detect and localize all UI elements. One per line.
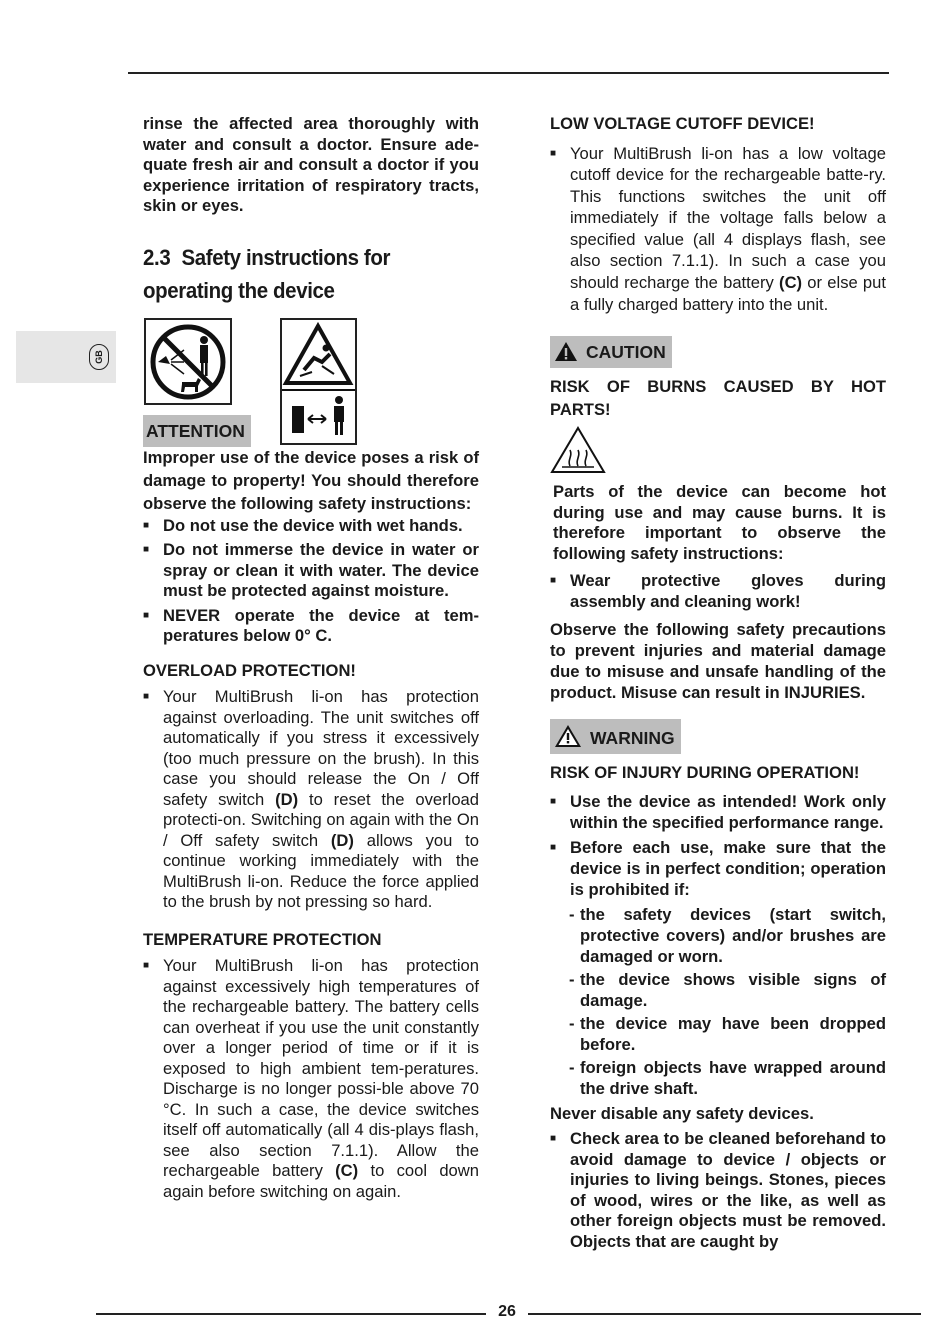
language-code: GB — [94, 350, 104, 364]
list-item: ■ Your MultiBrush li-on has protection against excessively high temperatures of the rechargeable battery. The battery cells can overheat if you use the unit constantly over a longer period of time or if it is exposed to high ambient tem-peratures. Discharge is no longer possi-ble above 70 °C. In such a case, the device switches itself off automatically (all 4 dis-plays flash, see also section 7.1.1). Allow the rechargeable battery (C) to cool down again before switching on again. — [143, 956, 479, 1202]
warning-triangle-icon — [554, 724, 582, 748]
safety-pictograms — [143, 318, 479, 441]
hazard-distance-icon — [280, 318, 357, 445]
attention-label: ATTENTION — [143, 415, 251, 447]
section-number: 2.3 — [143, 244, 171, 270]
list-item: ■ Before each use, make sure that the device is in perfect condition; operation is prohibited if: — [550, 837, 886, 900]
right-column — [550, 114, 886, 1252]
injury-list — [550, 791, 886, 900]
sub-list-item: - the safety devices (start switch, protective covers) and/or brushes are damaged or worn. — [550, 904, 886, 967]
list-item: ■ NEVER operate the device at tem-peratures below 0° C. — [143, 606, 479, 647]
temperature-heading: TEMPERATURE PROTECTION — [143, 929, 382, 949]
intro-paragraph: rinse the affected area thoroughly with water and consult a doctor. Ensure ade-quate fresh air and consult a doctor if you experience irritation of respiratory tracts, skin or eyes. — [143, 114, 479, 215]
warning-label-text: WARNING — [590, 728, 675, 749]
list-item: ■ Do not immerse the device in water or spray or clean it with water. The device must be protected against moisture. — [143, 540, 479, 602]
final-list — [550, 1129, 886, 1252]
no-spraying-near-people-animals-icon — [144, 318, 232, 405]
sub-list-item: - the device shows visible signs of damage. — [550, 969, 886, 1011]
burns-list — [550, 571, 886, 612]
sub-list-item: - foreign objects have wrapped around the drive shaft. — [550, 1057, 886, 1099]
section-title-line-2: operating the device — [143, 277, 335, 303]
never-disable-text: Never disable any safety devices. — [550, 1103, 814, 1123]
low-voltage-list — [550, 143, 886, 316]
burns-text: Parts of the device can become hot during use and may cause burns. It is therefore important to observe the following safety instructions: — [553, 482, 886, 563]
list-item: ■ Use the device as intended! Work only within the specified performance range. — [550, 791, 886, 833]
list-item: ■ Your MultiBrush li-on has protection against overloading. The unit switches off automatically if you stress it excessively (too much pressure on the brush). In this case you should release the On / Off safety switch (D) to reset the overload protecti-on. Switching on again with the On / Off safety switch (D) allows you to continue working immediately with the MultiBrush li-on. Reduce the force applied to the brush by not pressing so hard. — [143, 687, 479, 913]
list-item: ■ Wear protective gloves during assembly and cleaning work! — [550, 571, 886, 612]
header-rule — [128, 72, 889, 74]
list-item: ■ Do not use the device with wet hands. — [143, 516, 479, 537]
footer-rule-right — [528, 1313, 921, 1315]
caution-label — [550, 336, 672, 368]
warning-label — [550, 719, 681, 754]
language-badge — [89, 344, 109, 370]
page-number: 26 — [498, 1303, 516, 1320]
list-item: ■ Your MultiBrush li-on has a low voltage cutoff device for the rechargeable batte-ry. This functions switches the unit off immediately if the voltage falls below a specified value (all 4 displays flash, see also section 7.1.1). In such a case you should recharge the battery (C) or else put a fully charged battery into the unit. — [550, 143, 886, 316]
caution-triangle-icon — [554, 341, 578, 362]
observe-text: Observe the following safety precautions to prevent injuries and material damage due to misuse and unsafe handling of the product. Misuse can result in INJURIES. — [550, 620, 886, 703]
hot-surface-icon — [550, 426, 886, 476]
overload-list — [143, 687, 479, 913]
overload-heading: OVERLOAD PROTECTION! — [143, 660, 356, 680]
burns-heading: RISK OF BURNS CAUSED BY HOT PARTS! — [550, 377, 886, 420]
section-title-line-1: Safety instructions for — [181, 244, 391, 270]
injury-heading: RISK OF INJURY DURING OPERATION! — [550, 763, 860, 783]
injury-sublist — [550, 904, 886, 1099]
left-column — [143, 114, 479, 1202]
list-item: ■ Check area to be cleaned beforehand to avoid damage to device / objects or injuries to living beings. Stones, pieces of wood, wires or the like, as well as other foreign objects must be removed. Objects that are caught by — [550, 1129, 886, 1252]
low-voltage-heading: LOW VOLTAGE CUTOFF DEVICE! — [550, 114, 815, 133]
sub-list-item: - the device may have been dropped before. — [550, 1013, 886, 1055]
attention-text: Improper use of the device poses a risk of damage to property! You should therefore observe the following safety instructions: — [143, 447, 479, 513]
footer-rule-left — [96, 1313, 486, 1315]
caution-label-text: CAUTION — [586, 342, 666, 363]
temperature-list — [143, 956, 479, 1202]
section-title — [143, 241, 455, 307]
attention-list — [143, 516, 479, 647]
